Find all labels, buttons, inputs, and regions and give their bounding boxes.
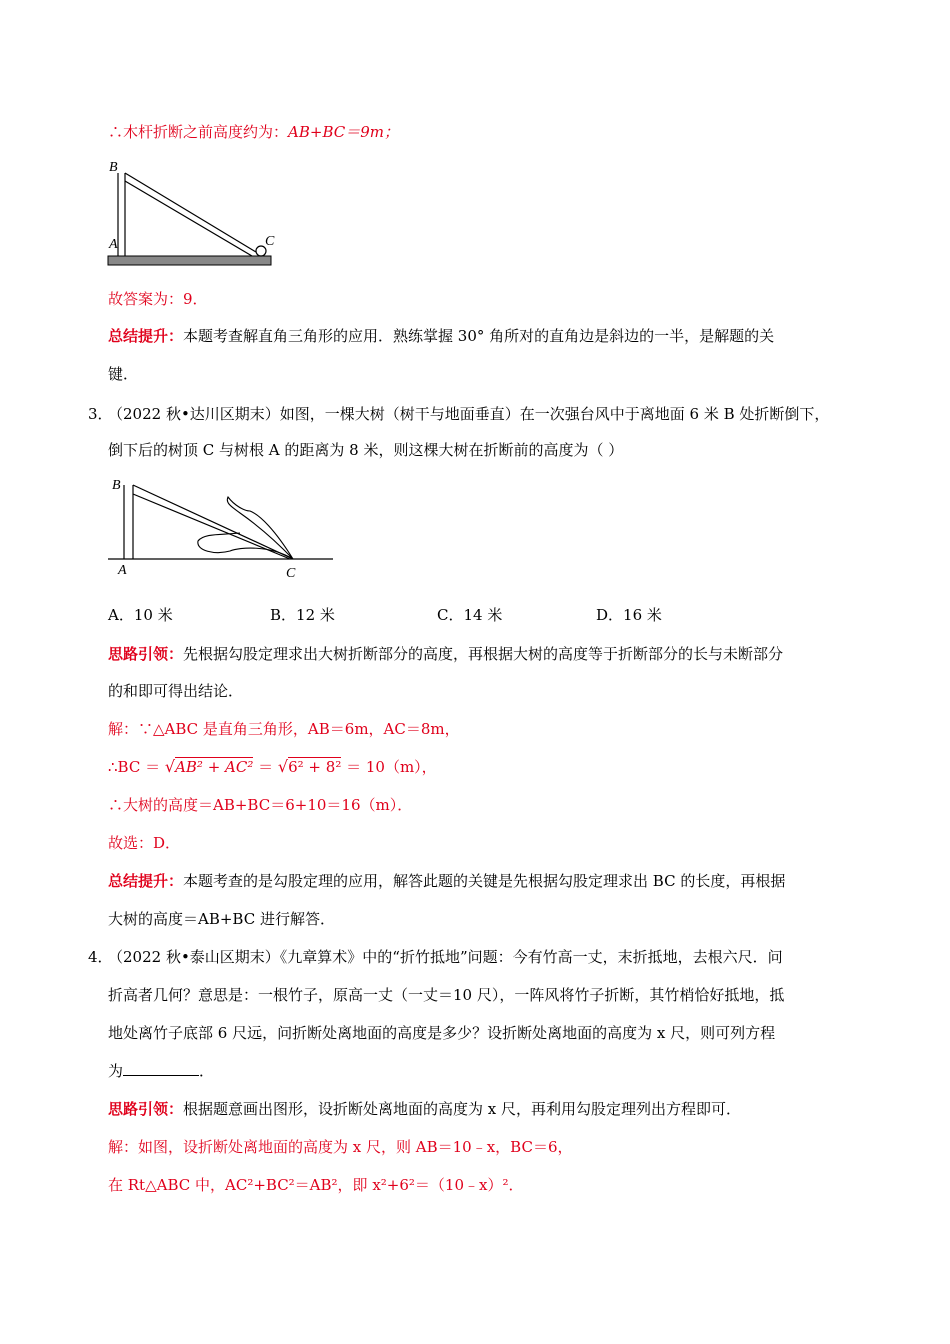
summary-line: 总结提升：本题考查的是勾股定理的应用，解答此题的关键是先根据勾股定理求出 BC 的长度，再根据 <box>108 872 786 890</box>
question-number: 4． <box>88 948 113 966</box>
summary-line-2: 大树的高度＝AB+BC 进行解答． <box>108 910 335 928</box>
summary-line-2: 键． <box>108 365 139 383</box>
question-text: （2022 秋•达川区期末）如图，一棵大树（树干与地面垂直）在一次强台风中于离地面 6 米 B 处折断倒下， <box>108 405 830 423</box>
option-c[interactable]: C．14 米 <box>437 606 503 624</box>
label-a: A <box>118 563 127 578</box>
broken-bottom <box>125 181 252 256</box>
label-b: B <box>109 160 118 175</box>
label-b: B <box>112 478 121 493</box>
question-text-3: 地处离竹子底部 6 尺远，问折断处离地面的高度是多少？设折断处离地面的高度为 x 尺，则可列方程 <box>108 1024 776 1042</box>
solution-line-1: 解：如图，设折断处离地面的高度为 x 尺，则 AB＝10﹣x，BC＝6， <box>108 1138 573 1156</box>
fallen-crown <box>198 497 293 559</box>
fallen-top <box>133 485 293 559</box>
option-b[interactable]: B．12 米 <box>270 606 335 624</box>
ground-bar <box>108 256 271 265</box>
choice-line: 故选：D． <box>108 834 181 852</box>
hint-line-2: 的和即可得出结论． <box>108 682 244 700</box>
figure-broken-pole <box>100 155 290 273</box>
broken-top <box>125 173 256 252</box>
hint-line: 思路引领：根据题意画出图形，设折断处离地面的高度为 x 尺，再利用勾股定理列出方程即可． <box>108 1100 742 1118</box>
conclusion-line: ∴木杆折断之前高度约为：AB+BC＝9m； <box>108 123 399 141</box>
question-text: （2022 秋•泰山区期末）《九章算术》中的“折竹抵地”问题：今有竹高一丈，末折抵地，去根六尺．问 <box>108 948 783 966</box>
summary-line: 总结提升：本题考查解直角三角形的应用．熟练掌握 30° 角所对的直角边是斜边的一半，是解题的关 <box>108 327 775 345</box>
question-text-2: 折高者几何？意思是：一根竹子，原高一丈（一丈＝10 尺），一阵风将竹子折断，其竹梢恰好抵地，抵 <box>108 986 785 1004</box>
solution-line-2: 在 Rt△ABC 中，AC²+BC²＝AB²，即 x²+6²＝（10﹣x）²． <box>108 1176 524 1194</box>
question-number: 3． <box>88 405 113 423</box>
solution-line-1: 解：∵△ABC 是直角三角形，AB＝6m，AC＝8m， <box>108 720 460 738</box>
question-text-2: 倒下后的树顶 C 与树根 A 的距离为 8 米，则这棵大树在折断前的高度为（ ） <box>108 441 624 459</box>
label-a: A <box>109 237 118 252</box>
hint-line: 思路引领：先根据勾股定理求出大树折断部分的高度，再根据大树的高度等于折断部分的长与未断部分 <box>108 645 784 663</box>
option-a[interactable]: A．10 米 <box>108 606 173 624</box>
answer-blank[interactable] <box>123 1061 199 1076</box>
figure-broken-tree <box>100 475 340 585</box>
solution-line-3: ∴大树的高度＝AB+BC＝6+10＝16（m）． <box>108 796 413 814</box>
question-text-4: 为 ． <box>108 1062 215 1080</box>
solution-line-2: ∴BC ＝ √AB² + AC² ＝ √6² + 8² ＝ 10（m）， <box>108 757 437 776</box>
label-c: C <box>286 566 296 581</box>
option-d[interactable]: D．16 米 <box>596 606 662 624</box>
answer-line: 故答案为：9． <box>108 290 208 308</box>
label-c: C <box>265 234 275 249</box>
